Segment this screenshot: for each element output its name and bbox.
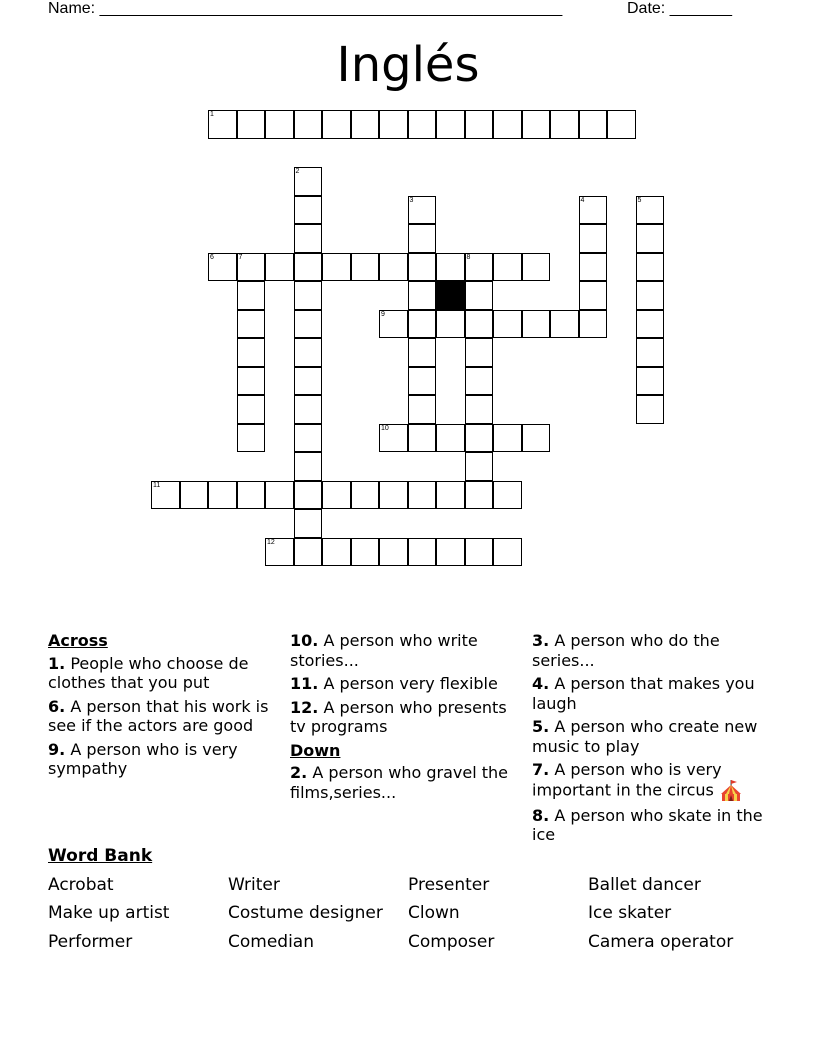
word-bank-heading: Word Bank bbox=[48, 846, 153, 866]
grid-cell[interactable] bbox=[465, 281, 494, 310]
grid-cell[interactable] bbox=[579, 224, 608, 253]
clue-down-4: 4. A person that makes you laugh bbox=[532, 674, 755, 713]
grid-number: 4 bbox=[580, 196, 585, 204]
grid-cell[interactable] bbox=[294, 395, 323, 424]
word-bank-item: Writer bbox=[228, 875, 280, 895]
grid-cell[interactable] bbox=[408, 338, 437, 367]
grid-cell[interactable] bbox=[579, 253, 608, 282]
grid-cell[interactable] bbox=[294, 253, 323, 282]
clue-across-1: 1. People who choose de clothes that you put bbox=[48, 653, 249, 692]
grid-cell[interactable] bbox=[636, 281, 665, 310]
clues-column-3 bbox=[532, 631, 772, 849]
grid-cell[interactable] bbox=[579, 110, 608, 139]
grid-cell[interactable] bbox=[294, 424, 323, 453]
grid-cell[interactable] bbox=[294, 509, 323, 538]
grid-cell[interactable] bbox=[294, 281, 323, 310]
grid-cell[interactable] bbox=[465, 338, 494, 367]
grid-cell[interactable] bbox=[265, 110, 294, 139]
grid-cell[interactable] bbox=[322, 538, 351, 567]
grid-cell[interactable] bbox=[408, 367, 437, 396]
word-bank-item: Performer bbox=[48, 932, 133, 952]
grid-cell[interactable] bbox=[636, 338, 665, 367]
grid-cell[interactable] bbox=[322, 481, 351, 510]
clue-across-10: 10. A person who write stories... bbox=[290, 631, 478, 670]
grid-cell[interactable] bbox=[322, 253, 351, 282]
grid-cell[interactable] bbox=[237, 281, 266, 310]
grid-cell[interactable] bbox=[579, 281, 608, 310]
clue-across-6: 6. A person that his work is see if the actors are good bbox=[48, 696, 269, 735]
clue-down-5: 5. A person who create new music to play bbox=[532, 717, 758, 756]
grid-cell[interactable] bbox=[408, 310, 437, 339]
across-heading: Across bbox=[48, 631, 108, 650]
grid-cell[interactable] bbox=[436, 481, 465, 510]
grid-number: 3 bbox=[409, 196, 414, 204]
grid-cell[interactable] bbox=[522, 310, 551, 339]
name-line[interactable] bbox=[48, 0, 562, 18]
clue-across-11: 11. A person very flexible bbox=[290, 674, 498, 693]
grid-cell[interactable] bbox=[237, 395, 266, 424]
grid-cell[interactable] bbox=[522, 253, 551, 282]
clue-down-8: 8. A person who skate in the ice bbox=[532, 805, 763, 844]
grid-number: 10 bbox=[381, 424, 389, 432]
grid-cell[interactable] bbox=[379, 481, 408, 510]
grid-cell[interactable] bbox=[408, 253, 437, 282]
grid-cell[interactable] bbox=[294, 224, 323, 253]
grid-cell[interactable] bbox=[294, 310, 323, 339]
grid-cell[interactable] bbox=[294, 110, 323, 139]
grid-cell[interactable] bbox=[379, 538, 408, 567]
grid-cell[interactable] bbox=[579, 310, 608, 339]
grid-cell[interactable] bbox=[436, 424, 465, 453]
grid-number: 12 bbox=[267, 538, 275, 546]
grid-black-cell bbox=[436, 281, 465, 310]
grid-number: 1 bbox=[210, 111, 214, 118]
clue-across-9: 9. A person who is very sympathy bbox=[48, 739, 238, 778]
grid-cell[interactable] bbox=[379, 110, 408, 139]
grid-cell[interactable] bbox=[351, 481, 380, 510]
grid-cell[interactable] bbox=[636, 224, 665, 253]
grid-cell[interactable] bbox=[408, 424, 437, 453]
word-bank-item: Composer bbox=[408, 932, 495, 952]
grid-cell[interactable] bbox=[408, 281, 437, 310]
clue-down-2: 2. A person who gravel the films,series... bbox=[290, 763, 509, 802]
grid-cell[interactable] bbox=[294, 481, 323, 510]
page-title: Inglés bbox=[336, 37, 480, 93]
word-bank-item: Camera operator bbox=[588, 932, 734, 952]
grid-cell[interactable] bbox=[294, 538, 323, 567]
grid-number: 6 bbox=[210, 253, 214, 261]
grid-cell[interactable] bbox=[436, 253, 465, 282]
clue-across-12: 12. A person who presents tv programs bbox=[290, 697, 507, 736]
grid-cell[interactable] bbox=[408, 395, 437, 424]
grid-cell[interactable] bbox=[465, 310, 494, 339]
word-bank-item: Costume designer bbox=[228, 903, 383, 923]
grid-cell[interactable] bbox=[351, 538, 380, 567]
grid-cell[interactable] bbox=[237, 424, 266, 453]
clues-column-2 bbox=[290, 631, 515, 806]
grid-cell[interactable] bbox=[493, 253, 522, 282]
grid-cell[interactable] bbox=[208, 481, 237, 510]
grid-cell[interactable] bbox=[465, 538, 494, 567]
name-label: Name: bbox=[48, 0, 96, 17]
date-label: Date: bbox=[627, 0, 666, 17]
grid-number: 8 bbox=[466, 253, 471, 261]
grid-cell[interactable] bbox=[408, 110, 437, 139]
word-bank-item: Ballet dancer bbox=[588, 875, 701, 895]
grid-cell[interactable] bbox=[465, 424, 494, 453]
grid-cell[interactable] bbox=[522, 110, 551, 139]
grid-cell[interactable] bbox=[237, 310, 266, 339]
grid-cell[interactable] bbox=[465, 367, 494, 396]
grid-cell[interactable] bbox=[436, 310, 465, 339]
grid-cell[interactable] bbox=[379, 253, 408, 282]
clue-down-7: 7. A person who is very important in the circus bbox=[532, 760, 772, 802]
word-bank-item: Ice skater bbox=[588, 903, 672, 923]
grid-cell[interactable] bbox=[322, 110, 351, 139]
grid-cell[interactable] bbox=[408, 224, 437, 253]
grid-cell[interactable] bbox=[294, 367, 323, 396]
grid-cell[interactable] bbox=[465, 395, 494, 424]
grid-cell[interactable] bbox=[408, 481, 437, 510]
grid-cell[interactable] bbox=[636, 253, 665, 282]
down-heading: Down bbox=[290, 740, 341, 760]
date-line[interactable] bbox=[627, 0, 732, 18]
grid-cell[interactable] bbox=[237, 367, 266, 396]
grid-cell[interactable] bbox=[636, 367, 665, 396]
clues-column-1 bbox=[48, 631, 273, 783]
grid-cell[interactable] bbox=[522, 424, 551, 453]
grid-cell[interactable] bbox=[265, 481, 294, 510]
grid-cell[interactable] bbox=[493, 110, 522, 139]
grid-cell[interactable] bbox=[465, 481, 494, 510]
grid-cell[interactable] bbox=[607, 110, 636, 139]
grid-cell[interactable] bbox=[636, 395, 665, 424]
grid-number: 7 bbox=[238, 253, 243, 261]
grid-cell[interactable] bbox=[351, 253, 380, 282]
grid-cell[interactable] bbox=[493, 310, 522, 339]
grid-cell[interactable] bbox=[465, 452, 494, 481]
grid-cell[interactable] bbox=[550, 110, 579, 139]
grid-cell[interactable] bbox=[465, 110, 494, 139]
grid-cell[interactable] bbox=[493, 538, 522, 567]
date-blank[interactable]: _______ bbox=[669, 0, 732, 17]
grid-cell[interactable] bbox=[180, 481, 209, 510]
grid-cell[interactable] bbox=[237, 110, 266, 139]
grid-number: 9 bbox=[381, 310, 385, 318]
grid-number: 11 bbox=[153, 481, 161, 489]
grid-cell[interactable] bbox=[294, 338, 323, 367]
word-bank-item: Comedian bbox=[228, 932, 314, 952]
grid-cell[interactable] bbox=[265, 253, 294, 282]
grid-cell[interactable] bbox=[294, 452, 323, 481]
word-bank-item: Acrobat bbox=[48, 875, 114, 895]
grid-number: 2 bbox=[295, 168, 300, 175]
grid-cell[interactable] bbox=[493, 424, 522, 453]
grid-cell[interactable] bbox=[237, 481, 266, 510]
grid-cell[interactable] bbox=[436, 110, 465, 139]
word-bank-item: Make up artist bbox=[48, 903, 170, 923]
grid-cell[interactable] bbox=[351, 110, 380, 139]
grid-cell[interactable] bbox=[636, 310, 665, 339]
grid-cell[interactable] bbox=[436, 538, 465, 567]
grid-cell[interactable] bbox=[550, 310, 579, 339]
grid-cell[interactable] bbox=[237, 338, 266, 367]
grid-cell[interactable] bbox=[493, 481, 522, 510]
grid-cell[interactable] bbox=[408, 538, 437, 567]
word-bank-item: Presenter bbox=[408, 875, 490, 895]
clue-down-3: 3. A person who do the series... bbox=[532, 631, 720, 670]
word-bank-item: Clown bbox=[408, 903, 460, 923]
name-blank[interactable]: ____________________________________________________ bbox=[99, 0, 563, 17]
circus-tent-icon bbox=[719, 780, 743, 802]
grid-number: 5 bbox=[637, 196, 642, 204]
grid-cell[interactable] bbox=[294, 196, 323, 225]
